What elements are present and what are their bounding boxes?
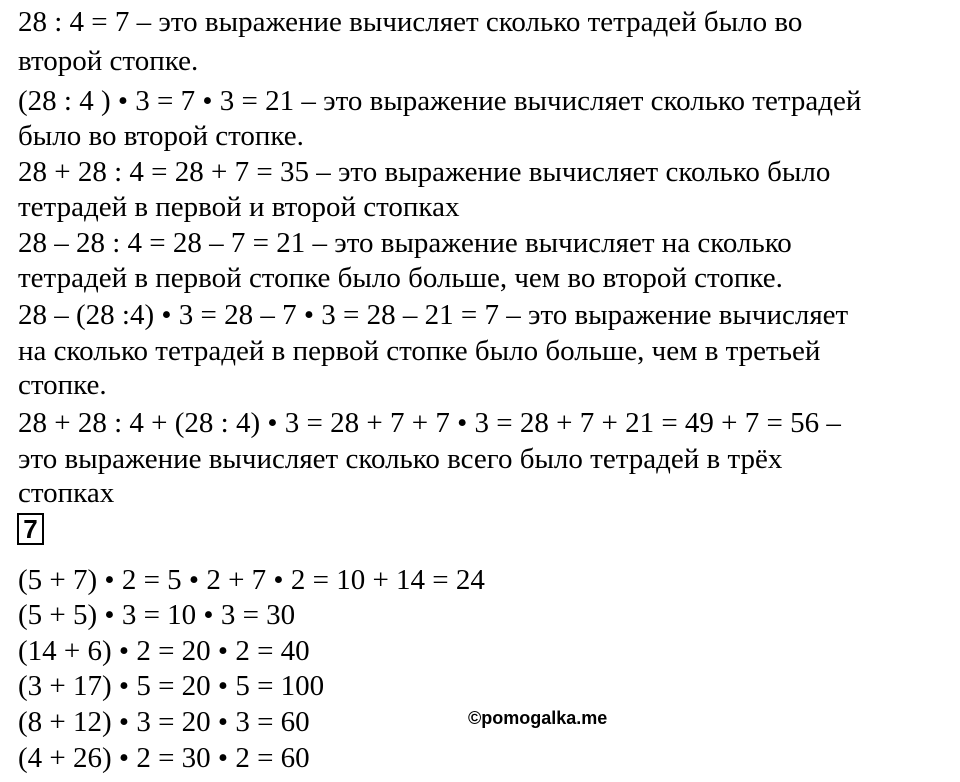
explanation-line: тетрадей в первой и второй стопках <box>18 191 460 223</box>
explanation-line: 28 – 28 : 4 = 28 – 7 = 21 – это выражение вычисляет на сколько <box>18 227 792 259</box>
site-watermark: ©pomogalka.me <box>468 708 608 728</box>
equation-line: (3 + 17) • 5 = 20 • 5 = 100 <box>18 670 325 702</box>
explanation-line: 28 – (28 :4) • 3 = 28 – 7 • 3 = 28 – 21 = 7 – это выражение вычисляет <box>18 299 849 331</box>
equation-line: (5 + 5) • 3 = 10 • 3 = 30 <box>18 599 296 631</box>
explanation-line: (28 : 4 ) • 3 = 7 • 3 = 21 – это выражение вычисляет сколько тетрадей <box>18 85 862 117</box>
equation-line: (14 + 6) • 2 = 20 • 2 = 40 <box>18 635 310 667</box>
explanation-line: стопке. <box>18 369 107 401</box>
explanation-line: второй стопке. <box>18 45 199 77</box>
explanation-line: стопках <box>18 477 115 509</box>
explanation-line: 28 + 28 : 4 + (28 : 4) • 3 = 28 + 7 + 7 • 3 = 28 + 7 + 21 = 49 + 7 = 56 – <box>18 407 841 439</box>
explanation-line: тетрадей в первой стопке было больше, чем во второй стопке. <box>18 262 783 294</box>
task-number-box: 7 <box>17 513 44 545</box>
explanation-line: это выражение вычисляет сколько всего было тетрадей в трёх <box>18 443 783 475</box>
explanation-line: на сколько тетрадей в первой стопке было больше, чем в третьей <box>18 335 821 367</box>
equation-line: (8 + 12) • 3 = 20 • 3 = 60 <box>18 706 310 738</box>
explanation-line: было во второй стопке. <box>18 120 304 152</box>
explanation-line: 28 + 28 : 4 = 28 + 7 = 35 – это выражение вычисляет сколько было <box>18 156 831 188</box>
equation-line: (4 + 26) • 2 = 30 • 2 = 60 <box>18 742 310 774</box>
explanation-line: 28 : 4 = 7 – это выражение вычисляет сколько тетрадей было во <box>18 6 803 38</box>
equation-line: (5 + 7) • 2 = 5 • 2 + 7 • 2 = 10 + 14 = 24 <box>18 564 485 596</box>
